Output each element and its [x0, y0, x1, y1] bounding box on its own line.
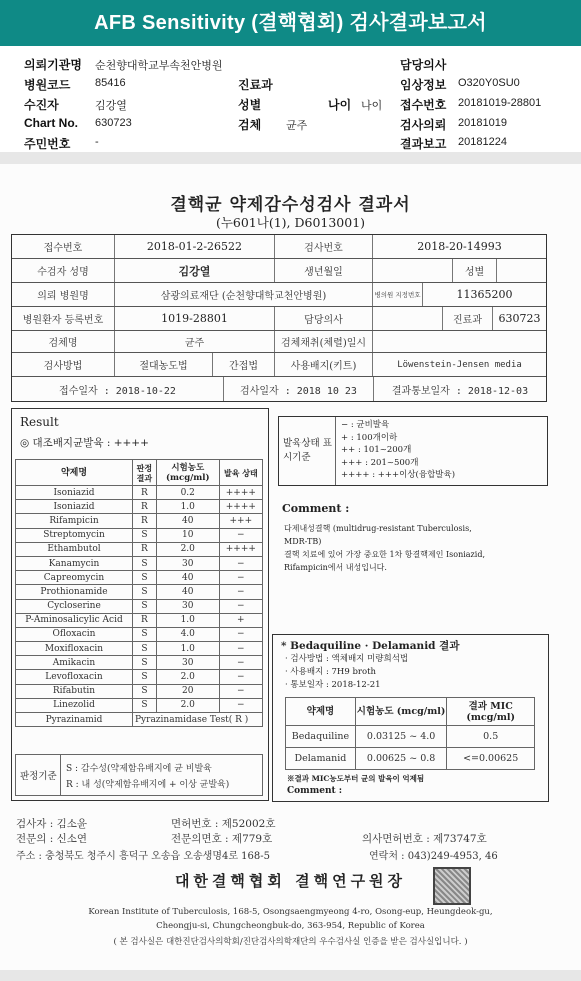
drug-growth: −	[219, 599, 262, 613]
bottom-divider	[0, 970, 581, 981]
drug-result: R	[133, 500, 157, 514]
drug-name: Isoniazid	[16, 500, 133, 514]
method-2: 간접법	[213, 353, 275, 376]
legend-item: +++ : 201~500개	[341, 457, 419, 468]
drug-name: Streptomycin	[16, 528, 133, 542]
legend-item: ++ : 101~200개	[341, 445, 412, 455]
bda-date: · 통보일자 : 2018-12-21	[285, 680, 381, 690]
drug-growth: ++++	[219, 486, 262, 500]
drug-growth: −	[219, 642, 262, 656]
drug-name: P-Aminosalicylic Acid	[16, 613, 133, 627]
reg-no: 1019-28801	[115, 307, 275, 330]
drug-conc: 2.0	[156, 698, 219, 712]
drug-conc: 40	[156, 571, 219, 585]
drug-conc: 1.0	[156, 500, 219, 514]
dob-value	[373, 259, 453, 282]
drug-growth: −	[219, 670, 262, 684]
drug-result: S	[133, 585, 157, 599]
drug-conc: 30	[156, 656, 219, 670]
drug-growth: ++++	[219, 500, 262, 514]
drug-row	[16, 514, 263, 528]
request-value: 20181019	[458, 117, 507, 129]
dept-value: 630723	[498, 312, 541, 325]
official-seal	[433, 867, 471, 905]
clinical-label: 임상정보	[400, 78, 447, 92]
drug-row	[16, 698, 263, 712]
code-label: 병원코드	[24, 78, 71, 92]
drug-result: R	[133, 542, 157, 556]
drug-conc: 4.0	[156, 627, 219, 641]
drug-name: Cycloserine	[16, 599, 133, 613]
drug-name: Amikacin	[16, 656, 133, 670]
rrn-label: 주민번호	[24, 137, 71, 151]
bda-col-mic: 결과 MIC (mcg/ml)	[447, 698, 535, 726]
section-divider	[0, 152, 581, 164]
specimen-label: 검체명	[12, 331, 115, 352]
drug-result: S	[133, 684, 157, 698]
hospital-name: 삼광의료재단 (순천향대학교천안병원)	[115, 283, 373, 306]
legend-divider	[335, 417, 336, 485]
drug-table	[15, 459, 263, 727]
hosp-code: 11365200	[456, 288, 513, 301]
patient-info-panel	[0, 50, 581, 150]
drug-growth: −	[219, 571, 262, 585]
criteria-divider	[60, 755, 61, 795]
header-row	[12, 307, 546, 331]
drug-conc: 10	[156, 528, 219, 542]
specimen-label: 검체	[238, 118, 262, 132]
drug-name: Rifampicin	[16, 514, 133, 528]
drug-result: S	[133, 656, 157, 670]
legend-label: 발육상태 표시기준	[283, 438, 332, 463]
institute-name: 대한결핵협회 결핵연구원장	[174, 872, 407, 890]
drug-result: S	[133, 627, 157, 641]
bda-drug: Delamanid	[286, 748, 356, 770]
drug-conc: 1.0	[156, 642, 219, 656]
header-row	[12, 259, 546, 283]
doctor-license: 의사면허번호 : 제73747호	[362, 833, 487, 845]
clinical-value: O320Y0SU0	[458, 77, 520, 89]
drug-conc: 2.0	[156, 542, 219, 556]
report-label: 결과보고	[400, 137, 447, 151]
col-growth: 발육 상태	[219, 460, 262, 486]
address-en-1: Korean Institute of Tuberculosis, 168-5, Osongsaengmyeong 4-ro, Osong-eup, Heungdeok-gu,	[88, 907, 493, 917]
drug-row	[16, 556, 263, 570]
bda-col-conc: 시험농도 (mcg/ml)	[355, 698, 447, 726]
legend-item: ++++ : +++이상(융합발육)	[341, 470, 456, 480]
drug-growth: −	[219, 656, 262, 670]
drug-growth: −	[219, 556, 262, 570]
drug-name: Ofloxacin	[16, 627, 133, 641]
header-row	[12, 235, 546, 259]
bda-conc: 0.00625 ~ 0.8	[355, 748, 447, 770]
bda-drug: Bedaquiline	[286, 726, 356, 748]
code-value: 85416	[95, 77, 126, 89]
bda-heading: * Bedaquiline · Delamanid 결과	[281, 640, 460, 652]
result-heading: Result	[20, 415, 59, 429]
method-1: 절대농도법	[115, 353, 213, 376]
address: 주소 : 충청북도 청주시 흥덕구 오송읍 오송생명4로 168-5	[16, 851, 271, 862]
specialist: 전문의 : 신소연	[16, 833, 88, 845]
drug-growth: −	[219, 585, 262, 599]
drug-conc: 30	[156, 556, 219, 570]
drug-name: Capreomycin	[16, 571, 133, 585]
license-1: 면허번호 : 제52002호	[171, 818, 276, 830]
criteria-box	[15, 754, 263, 796]
drug-row	[16, 670, 263, 684]
receipt-value: 20181019-28801	[458, 97, 542, 109]
drug-name: Linezolid	[16, 698, 133, 712]
address-en-2: Cheongju-si, Chungcheongbuk-do, 363-954, Republic of Korea	[156, 921, 425, 931]
comment-line: MDR-TB)	[284, 537, 322, 546]
result-panel	[11, 408, 269, 801]
comment-line: 결핵 치료에 있어 가장 중요한 1차 항결핵제인 Isoniazid,	[284, 550, 485, 559]
bedaquiline-delamanid-panel	[272, 634, 549, 802]
drug-result: S	[133, 556, 157, 570]
drug-name: Kanamycin	[16, 556, 133, 570]
drug-conc: 40	[156, 585, 219, 599]
comment-text	[284, 522, 485, 574]
method-label: 검사방법	[12, 353, 115, 376]
drug-conc: 20	[156, 684, 219, 698]
rrn-value: -	[95, 136, 99, 148]
criteria-label: 판정기준	[20, 771, 57, 782]
drug-growth: −	[219, 684, 262, 698]
criteria-s: S : 감수성(약제함유배지에 균 비발육	[66, 764, 212, 774]
inspector: 검사자 : 김소윤	[16, 818, 88, 830]
name-label: 수검자 성명	[12, 259, 115, 282]
receipt-label: 접수번호	[400, 98, 447, 112]
dob-label: 생년월일	[275, 259, 373, 282]
drug-growth: −	[219, 528, 262, 542]
drug-result: R	[133, 514, 157, 528]
drug-row	[16, 528, 263, 542]
drug-row	[16, 684, 263, 698]
bda-table-header	[286, 698, 535, 726]
drug-result: R	[133, 613, 157, 627]
drug-growth: +++	[219, 514, 262, 528]
bda-mic: <=0.00625	[447, 748, 535, 770]
drug-conc: 2.0	[156, 670, 219, 684]
doctor-label: 담당의사	[275, 307, 373, 330]
bda-table-body	[286, 726, 535, 770]
pza-row	[16, 713, 263, 727]
drug-result: S	[133, 698, 157, 712]
patient-label: 수진자	[24, 98, 59, 112]
comment-line: 다제내성결핵 (multidrug-resistant Tuberculosis,	[284, 524, 472, 533]
drug-name: Isoniazid	[16, 486, 133, 500]
header-row	[12, 353, 546, 377]
hospital-label: 의뢰 병원명	[12, 283, 115, 306]
drug-growth: −	[219, 627, 262, 641]
drug-name: Rifabutin	[16, 684, 133, 698]
bda-info	[285, 653, 408, 692]
comment-heading: Comment :	[282, 502, 350, 515]
specimen-value: 균주	[115, 331, 275, 352]
comment-line: Rifampicin에서 내성입니다.	[284, 563, 387, 572]
test-no-label: 검사번호	[275, 235, 373, 258]
legend-list	[341, 419, 455, 482]
drug-name: Moxifloxacin	[16, 642, 133, 656]
media-value: Löwenstein-Jensen media	[397, 359, 522, 370]
bda-comment: Comment :	[287, 786, 343, 796]
reg-label: 병원환자 등록번호	[12, 307, 115, 330]
report-title: AFB Sensitivity (결핵협회) 검사결과보고서	[94, 12, 487, 34]
drug-row	[16, 642, 263, 656]
start-date: 검사일자 : 2018 10 23	[224, 377, 374, 401]
patient-value: 김강열	[95, 100, 127, 112]
legend-item: + : 100개이하	[341, 432, 398, 443]
drug-growth: −	[219, 698, 262, 712]
bda-mic: 0.5	[447, 726, 535, 748]
bda-method: · 검사방법 : 액체배지 미량희석법	[285, 654, 409, 664]
scanned-report	[0, 164, 581, 970]
legend-item: − : 균비발육	[341, 420, 390, 430]
drug-result: S	[133, 599, 157, 613]
drug-row	[16, 656, 263, 670]
bda-note: ※결과 MIC농도부터 균의 발육이 억제됨	[287, 774, 425, 783]
org-value: 순천향대학교부속천안병원	[95, 60, 223, 72]
sex-label: 성별	[453, 259, 497, 282]
org-label: 의뢰기관명	[24, 58, 82, 72]
report-value: 20181224	[458, 136, 507, 148]
growth-legend	[278, 416, 548, 486]
bda-row	[286, 748, 535, 770]
sex-label: 성별	[238, 98, 262, 112]
report-date: 결과통보일자 : 2018-12-03	[391, 385, 529, 397]
drug-table-header	[16, 460, 263, 486]
drug-conc: 0.2	[156, 486, 219, 500]
drug-name: Levofloxacin	[16, 670, 133, 684]
treat-label: 진료과	[238, 78, 273, 92]
chart-value: 630723	[95, 117, 132, 129]
drug-row	[16, 627, 263, 641]
doc-header-table	[11, 234, 547, 402]
col-conc: 시험농도 (mcg/ml)	[156, 460, 219, 486]
license-2: 전문의면호 : 제779호	[171, 833, 273, 845]
receipt-no-label: 접수번호	[12, 235, 115, 258]
bda-conc: 0.03125 ~ 4.0	[355, 726, 447, 748]
report-title-bar	[0, 0, 581, 46]
request-label: 검사의뢰	[400, 118, 447, 132]
doctor-label: 담당의사	[400, 58, 447, 72]
doc-title: 결핵균 약제감수성검사 결과서	[170, 195, 411, 215]
drug-conc: 1.0	[156, 613, 219, 627]
drug-row	[16, 599, 263, 613]
drug-row	[16, 500, 263, 514]
test-no: 2018-20-14993	[417, 240, 502, 253]
patient-name: 김강열	[115, 259, 275, 282]
bda-row	[286, 726, 535, 748]
drug-result: S	[133, 571, 157, 585]
age-label: 나이	[328, 98, 352, 112]
drug-result: S	[133, 670, 157, 684]
drug-row	[16, 486, 263, 500]
comment-panel	[278, 496, 548, 626]
doc-code: (누601나(1), D6013001)	[215, 215, 366, 230]
bda-media: · 사용배지 : 7H9 broth	[285, 667, 376, 677]
contact: 연락처 : 043)249-4953, 46	[369, 851, 498, 862]
col-drug: 약제명	[16, 460, 133, 486]
bda-col-drug: 약제명	[286, 698, 356, 726]
drug-row	[16, 571, 263, 585]
age-value: 나이	[361, 100, 383, 112]
certification-note: ( 본 검사실은 대한진단검사의학회/진단검사의학재단의 우수검사실 인증을 받은 검사실입니다. )	[113, 937, 468, 947]
drug-result: S	[133, 528, 157, 542]
receipt-no: 2018-01-2-26522	[115, 235, 275, 258]
drug-growth: +	[219, 613, 262, 627]
drug-conc: 30	[156, 599, 219, 613]
dept-label: 진료과	[443, 307, 493, 330]
drug-row	[16, 613, 263, 627]
media-label: 사용배지(키트)	[275, 353, 373, 376]
drug-conc: 40	[156, 514, 219, 528]
drug-name: Ethambutol	[16, 542, 133, 556]
pza-name: Pyrazinamid	[16, 713, 133, 727]
drug-result: S	[133, 642, 157, 656]
control-growth: ◎ 대조배지균발육 : ++++	[20, 437, 149, 449]
header-row	[12, 377, 546, 401]
col-result: 판정 결과	[133, 460, 157, 486]
doctor-value	[373, 307, 443, 330]
drug-row	[16, 542, 263, 556]
drug-row	[16, 585, 263, 599]
chart-label: Chart No.	[24, 116, 78, 130]
bda-table	[285, 697, 535, 770]
header-row	[12, 331, 546, 353]
drug-result: R	[133, 486, 157, 500]
collect-label: 검체채취(체렬)일시	[275, 331, 373, 352]
drug-growth: ++++	[219, 542, 262, 556]
hosp-code-label: 병의원 지정번호	[373, 283, 423, 306]
drug-name: Prothionamide	[16, 585, 133, 599]
criteria-r: R : 내 성(약제함유배지에 + 이상 균발육)	[66, 780, 230, 790]
header-row	[12, 283, 546, 307]
pza-test: Pyrazinamidase Test( R )	[133, 713, 263, 727]
specimen-value: 균주	[286, 120, 308, 132]
receive-date: 접수일자 : 2018-10-22	[12, 377, 224, 401]
drug-table-body	[16, 486, 263, 713]
